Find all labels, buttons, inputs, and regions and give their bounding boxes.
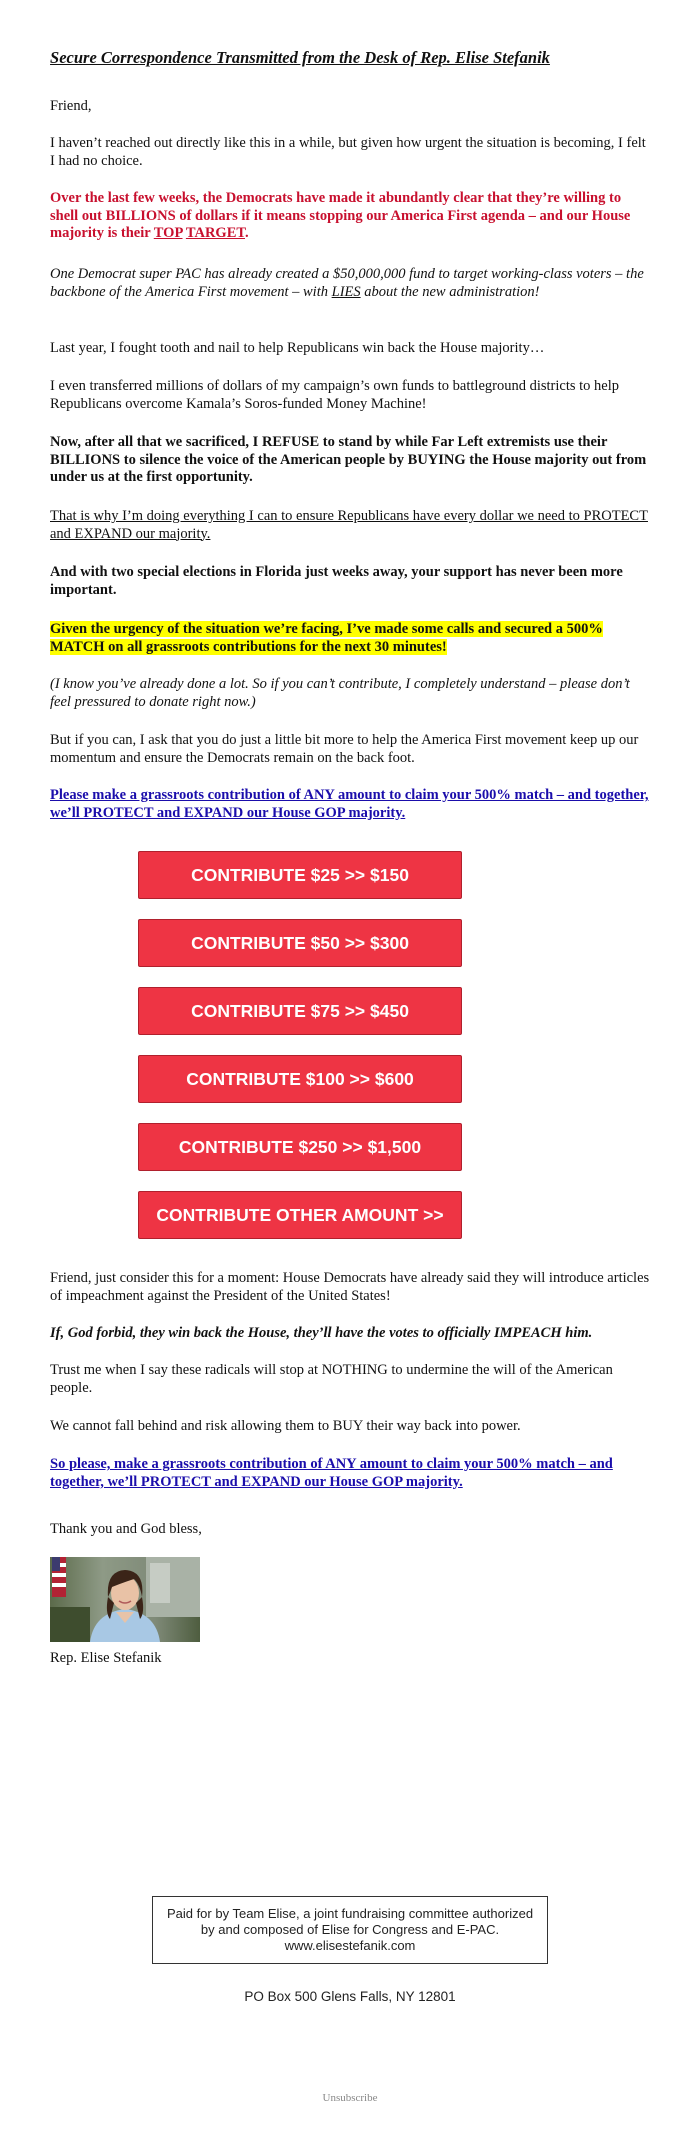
paragraph-2-end: . <box>244 225 249 241</box>
paragraph-10: (I know you’ve already done a lot. So if you can’t contribute, I completely understand – please don’t feel pressured to donate right now.) <box>50 676 630 710</box>
paragraph-8: And with two special elections in Florida just weeks away, your support has never been more important. <box>50 564 623 598</box>
paragraph-3-end: about the new administration! <box>360 283 540 300</box>
paragraph-6: Now, after all that we sacrificed, I REFUSE to stand by while Far Left extremists use their BILLIONS to silence the voice of the American people by BUYING the House majority out from under us at the first opportunity. <box>50 434 647 485</box>
paragraph-1: I haven’t reached out directly like this in a while, but given how urgent the situation is becoming, I felt I had no choice. <box>50 135 646 169</box>
paragraph-12: Friend, just consider this for a moment: House Democrats have already said they will introduce articles of impeachment against the President of the United States! <box>50 1270 650 1304</box>
contribute-other-amount-button[interactable]: CONTRIBUTE OTHER AMOUNT >> <box>138 1191 462 1239</box>
closing: Thank you and God bless, <box>50 1521 202 1537</box>
contribute-75-button[interactable]: CONTRIBUTE $75 >> $450 <box>138 987 462 1035</box>
signature: Rep. Elise Stefanik <box>50 1650 162 1666</box>
paid-for-disclaimer <box>152 1896 548 1964</box>
contribute-25-button[interactable]: CONTRIBUTE $25 >> $150 <box>138 851 462 899</box>
target-word: TARGET <box>185 225 245 241</box>
contribute-50-button[interactable]: CONTRIBUTE $50 >> $300 <box>138 919 462 967</box>
disclaimer-text: Paid for by Team Elise, a joint fundraising committee authorized by and composed of Elise for Congress and E-PAC. www.elisestefanik.com <box>166 1906 534 1953</box>
contribute-250-button[interactable]: CONTRIBUTE $250 >> $1,500 <box>138 1123 462 1171</box>
top-word: TOP <box>153 225 183 241</box>
paragraph-15: We cannot fall behind and risk allowing them to BUY their way back into power. <box>50 1418 521 1434</box>
paragraph-3 <box>50 266 650 301</box>
paragraph-4: Last year, I fought tooth and nail to help Republicans win back the House majority… <box>50 340 545 356</box>
paragraph-2 <box>50 190 650 243</box>
lies-word: LIES <box>331 283 361 300</box>
paragraph-14: Trust me when I say these radicals will stop at NOTHING to undermine the will of the American people. <box>50 1362 613 1396</box>
contribute-link-1[interactable]: Please make a grassroots contribution of ANY amount to claim your 500% match – and together, we’ll PROTECT and EXPAND our House GOP majority. <box>50 787 649 821</box>
portrait-image <box>50 1557 200 1642</box>
unsubscribe-link[interactable]: Unsubscribe <box>322 2092 378 2104</box>
greeting: Friend, <box>50 98 92 114</box>
paragraph-13: If, God forbid, they win back the House, they’ll have the votes to officially IMPEACH him. <box>50 1325 593 1341</box>
contribute-link-2[interactable]: So please, make a grassroots contribution of ANY amount to claim your 500% match – and together, we’ll PROTECT and EXPAND our House GOP majority. <box>50 1456 613 1490</box>
page-title: Secure Correspondence Transmitted from the Desk of Rep. Elise Stefanik <box>50 48 550 67</box>
paragraph-11: But if you can, I ask that you do just a little bit more to help the America First movement keep up our momentum and ensure the Democrats remain on the back foot. <box>50 732 639 766</box>
paragraph-2-main: Over the last few weeks, the Democrats have made it abundantly clear that they’re willing to shell out BILLIONS of dollars if it means stopping our America First agenda – and our House majority is their <box>50 190 631 241</box>
contribute-100-button[interactable]: CONTRIBUTE $100 >> $600 <box>138 1055 462 1103</box>
paragraph-3-main: One Democrat super PAC has already created a $50,000,000 fund to target working-class voters – the backbone of the America First movement – with <box>50 266 644 300</box>
paragraph-9 <box>50 621 650 656</box>
mailing-address: PO Box 500 Glens Falls, NY 12801 <box>244 1989 456 2004</box>
paragraph-5: I even transferred millions of dollars of my campaign’s own funds to battleground districts to help Republicans overcome Kamala’s Soros-funded Money Machine! <box>50 378 620 412</box>
paragraph-7: That is why I’m doing everything I can to ensure Republicans have every dollar we need to PROTECT and EXPAND our majority. <box>50 508 648 542</box>
highlighted-match-text: Given the urgency of the situation we’re facing, I’ve made some calls and secured a 500% MATCH on all grassroots contributions for the next 30 minutes! <box>50 621 603 655</box>
elise-stefanik-photo <box>50 1557 200 1642</box>
